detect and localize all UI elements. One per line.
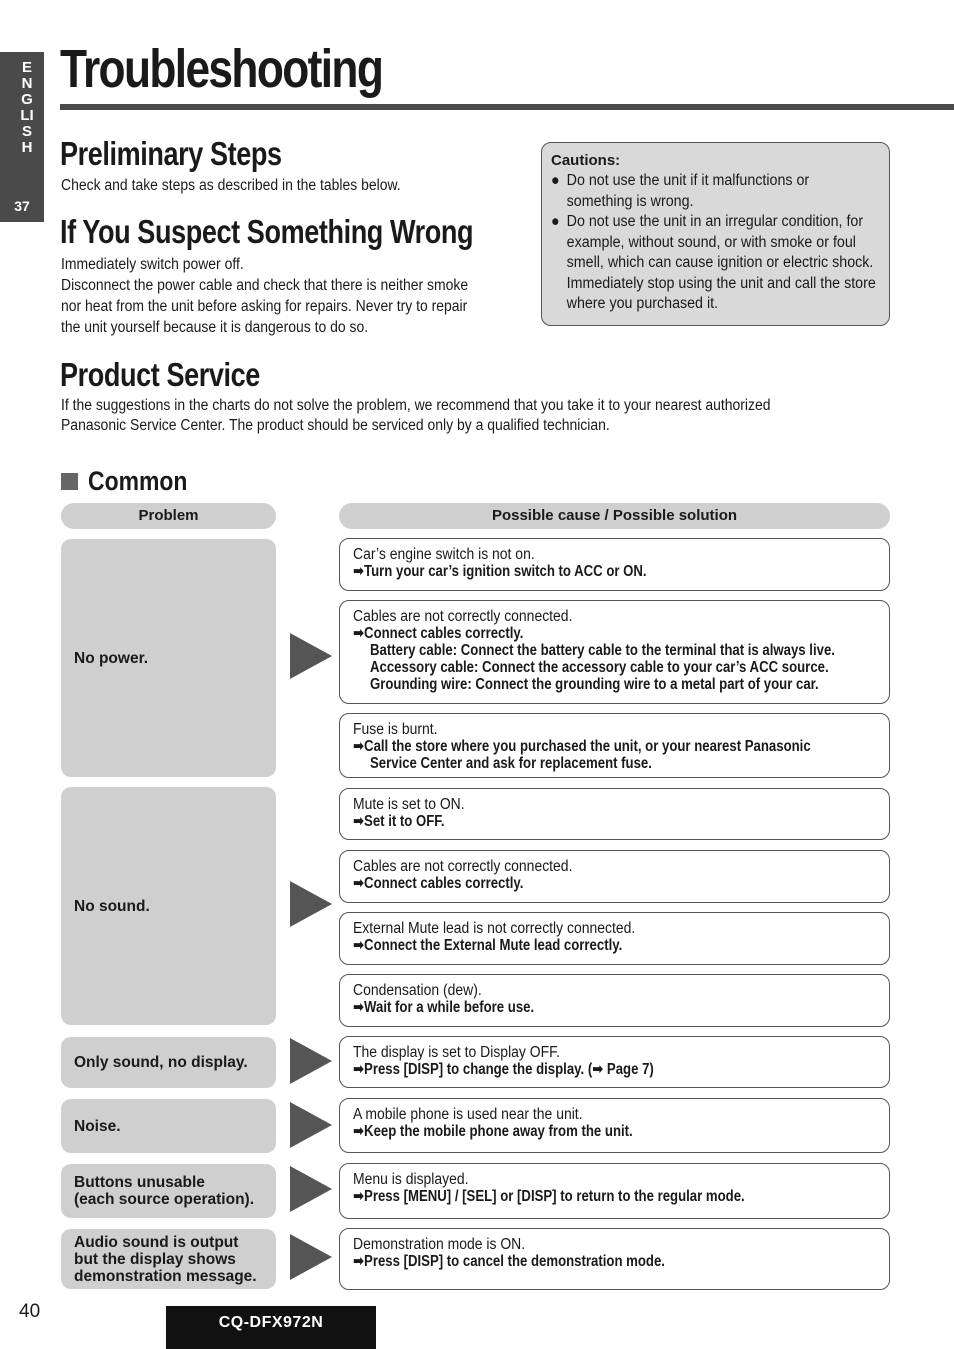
possible-cause: Condensation (dew). bbox=[353, 982, 482, 999]
solution-cell bbox=[339, 600, 890, 704]
page-title: Troubleshooting bbox=[60, 39, 383, 99]
solution-text: Set it to OFF. bbox=[364, 813, 445, 830]
possible-solution bbox=[353, 1253, 889, 1270]
right-arrow-icon: ➡ bbox=[353, 875, 365, 892]
possible-cause: Fuse is burnt. bbox=[353, 721, 438, 738]
solution-cell bbox=[339, 1098, 890, 1153]
problem-label: No power. bbox=[74, 649, 149, 667]
solution-cell bbox=[339, 974, 890, 1027]
solution-text: Accessory cable: Connect the accessory cable to your car’s ACC source. bbox=[370, 659, 829, 676]
suspect-line: the unit yourself because it is dangerous to do so. bbox=[61, 319, 369, 336]
problem-label: No sound. bbox=[74, 897, 150, 915]
right-arrow-icon: ➡ bbox=[353, 563, 365, 580]
triangle-arrow-icon bbox=[290, 881, 332, 927]
possible-cause: Car’s engine switch is not on. bbox=[353, 546, 535, 563]
possible-cause: Mute is set to ON. bbox=[353, 796, 465, 813]
possible-cause: Cables are not correctly connected. bbox=[353, 608, 573, 625]
preliminary-text: Check and take steps as described in the tables below. bbox=[61, 177, 401, 194]
common-heading-label: Common bbox=[88, 466, 188, 496]
model-label: CQ-DFX972N bbox=[166, 1306, 376, 1349]
possible-solution bbox=[353, 1061, 889, 1078]
problem-cell bbox=[61, 1229, 276, 1289]
solution-cell bbox=[339, 850, 890, 903]
product-service-line: If the suggestions in the charts do not solve the problem, we recommend that you take it to your nearest authorized bbox=[61, 397, 771, 414]
caution-text: Do not use the unit if it malfunctions or something is wrong. bbox=[566, 172, 810, 210]
possible-solution bbox=[353, 755, 906, 772]
product-service-heading: Product Service bbox=[60, 356, 260, 393]
right-arrow-icon: ➡ bbox=[353, 625, 365, 642]
bullet-icon: ● bbox=[551, 213, 560, 230]
square-bullet-icon bbox=[61, 473, 78, 490]
solution-text: Grounding wire: Connect the grounding wire to a metal part of your car. bbox=[370, 676, 819, 693]
solution-text: Press [DISP] to change the display. (➡ Page 7) bbox=[364, 1061, 654, 1078]
suspect-line: nor heat from the unit before asking for repairs. Never try to repair bbox=[61, 298, 468, 315]
problem-column-header: Problem bbox=[61, 503, 276, 529]
possible-solution bbox=[353, 676, 906, 693]
problem-label: Audio sound is output but the display shows demonstration message. bbox=[74, 1233, 257, 1285]
triangle-arrow-icon bbox=[290, 1166, 332, 1212]
solution-text: Press [DISP] to cancel the demonstration mode. bbox=[364, 1253, 665, 1270]
possible-solution bbox=[353, 937, 889, 954]
problem-label: Only sound, no display. bbox=[74, 1054, 248, 1071]
possible-solution bbox=[353, 1188, 889, 1205]
problem-cell bbox=[61, 539, 276, 777]
problem-cell bbox=[61, 1037, 276, 1088]
cautions-box bbox=[541, 142, 890, 326]
section-number: 37 bbox=[14, 198, 30, 214]
suspect-line: Disconnect the power cable and check that there is neither smoke bbox=[61, 277, 469, 294]
solution-cell bbox=[339, 788, 890, 840]
right-arrow-icon: ➡ bbox=[353, 937, 365, 954]
possible-solution bbox=[353, 659, 906, 676]
possible-solution bbox=[353, 625, 889, 642]
suspect-heading: If You Suspect Something Wrong bbox=[60, 213, 474, 250]
solution-column-header: Possible cause / Possible solution bbox=[339, 503, 890, 529]
solution-text: Battery cable: Connect the battery cable to the terminal that is always live. bbox=[370, 642, 835, 659]
solution-cell bbox=[339, 538, 890, 591]
possible-cause: A mobile phone is used near the unit. bbox=[353, 1106, 583, 1123]
page-number: 40 bbox=[19, 1301, 41, 1322]
right-arrow-icon: ➡ bbox=[353, 1253, 365, 1270]
solution-cell bbox=[339, 1228, 890, 1290]
solution-text: Wait for a while before use. bbox=[364, 999, 535, 1016]
product-service-text bbox=[61, 396, 771, 436]
suspect-line: Immediately switch power off. bbox=[61, 256, 244, 273]
common-heading bbox=[61, 466, 205, 497]
right-arrow-icon: ➡ bbox=[353, 1061, 365, 1078]
possible-cause: Demonstration mode is ON. bbox=[353, 1236, 526, 1253]
right-arrow-icon: ➡ bbox=[353, 738, 365, 755]
solution-text: Keep the mobile phone away from the unit. bbox=[364, 1123, 633, 1140]
solution-text: Call the store where you purchased the unit, or your nearest Panasonic bbox=[364, 738, 811, 755]
language-label: ENGLISH bbox=[20, 59, 34, 156]
possible-solution bbox=[353, 875, 889, 892]
problem-label: Noise. bbox=[74, 1117, 121, 1135]
right-arrow-icon: ➡ bbox=[353, 1123, 365, 1140]
solution-text: Connect the External Mute lead correctly. bbox=[364, 937, 623, 954]
possible-cause: Menu is displayed. bbox=[353, 1171, 469, 1188]
solution-text: Turn your car’s ignition switch to ACC or ON. bbox=[364, 563, 647, 580]
solution-text: Connect cables correctly. bbox=[364, 625, 524, 642]
problem-label: Buttons unusable (each source operation). bbox=[74, 1174, 255, 1208]
bullet-icon: ● bbox=[551, 172, 560, 189]
caution-text: Do not use the unit in an irregular condition, for example, without sound, or with smoke or foul smell, which can cause ignition or electric shock. Immediately stop using the unit and call the store where you purchased it. bbox=[566, 213, 876, 312]
right-arrow-icon: ➡ bbox=[353, 999, 365, 1016]
solution-cell bbox=[339, 912, 890, 965]
title-rule bbox=[60, 104, 954, 110]
preliminary-heading: Preliminary Steps bbox=[60, 135, 282, 172]
triangle-arrow-icon bbox=[290, 1234, 332, 1280]
cautions-title: Cautions: bbox=[551, 152, 621, 169]
solution-text: Connect cables correctly. bbox=[364, 875, 524, 892]
caution-item bbox=[551, 212, 889, 315]
solution-cell bbox=[339, 713, 890, 778]
solution-cell bbox=[339, 1163, 890, 1219]
problem-cell bbox=[61, 1099, 276, 1153]
problem-cell bbox=[61, 1164, 276, 1218]
triangle-arrow-icon bbox=[290, 1038, 332, 1084]
problem-cell bbox=[61, 787, 276, 1025]
possible-solution bbox=[353, 1123, 889, 1140]
triangle-arrow-icon bbox=[290, 1102, 332, 1148]
possible-solution bbox=[353, 563, 889, 580]
solution-cell bbox=[339, 1036, 890, 1088]
solution-text: Press [MENU] / [SEL] or [DISP] to return to the regular mode. bbox=[364, 1188, 745, 1205]
possible-cause: The display is set to Display OFF. bbox=[353, 1044, 560, 1061]
right-arrow-icon: ➡ bbox=[353, 813, 365, 830]
product-service-line: Panasonic Service Center. The product should be serviced only by a qualified technician. bbox=[61, 417, 610, 434]
possible-solution bbox=[353, 642, 906, 659]
triangle-arrow-icon bbox=[290, 633, 332, 679]
language-side-tab bbox=[0, 52, 44, 222]
suspect-text bbox=[61, 254, 468, 338]
possible-cause: External Mute lead is not correctly connected. bbox=[353, 920, 636, 937]
caution-item bbox=[551, 171, 870, 212]
possible-solution bbox=[353, 999, 889, 1016]
possible-cause: Cables are not correctly connected. bbox=[353, 858, 573, 875]
possible-solution bbox=[353, 738, 889, 755]
solution-text: Service Center and ask for replacement fuse. bbox=[370, 755, 652, 772]
right-arrow-icon: ➡ bbox=[353, 1188, 365, 1205]
possible-solution bbox=[353, 813, 889, 830]
